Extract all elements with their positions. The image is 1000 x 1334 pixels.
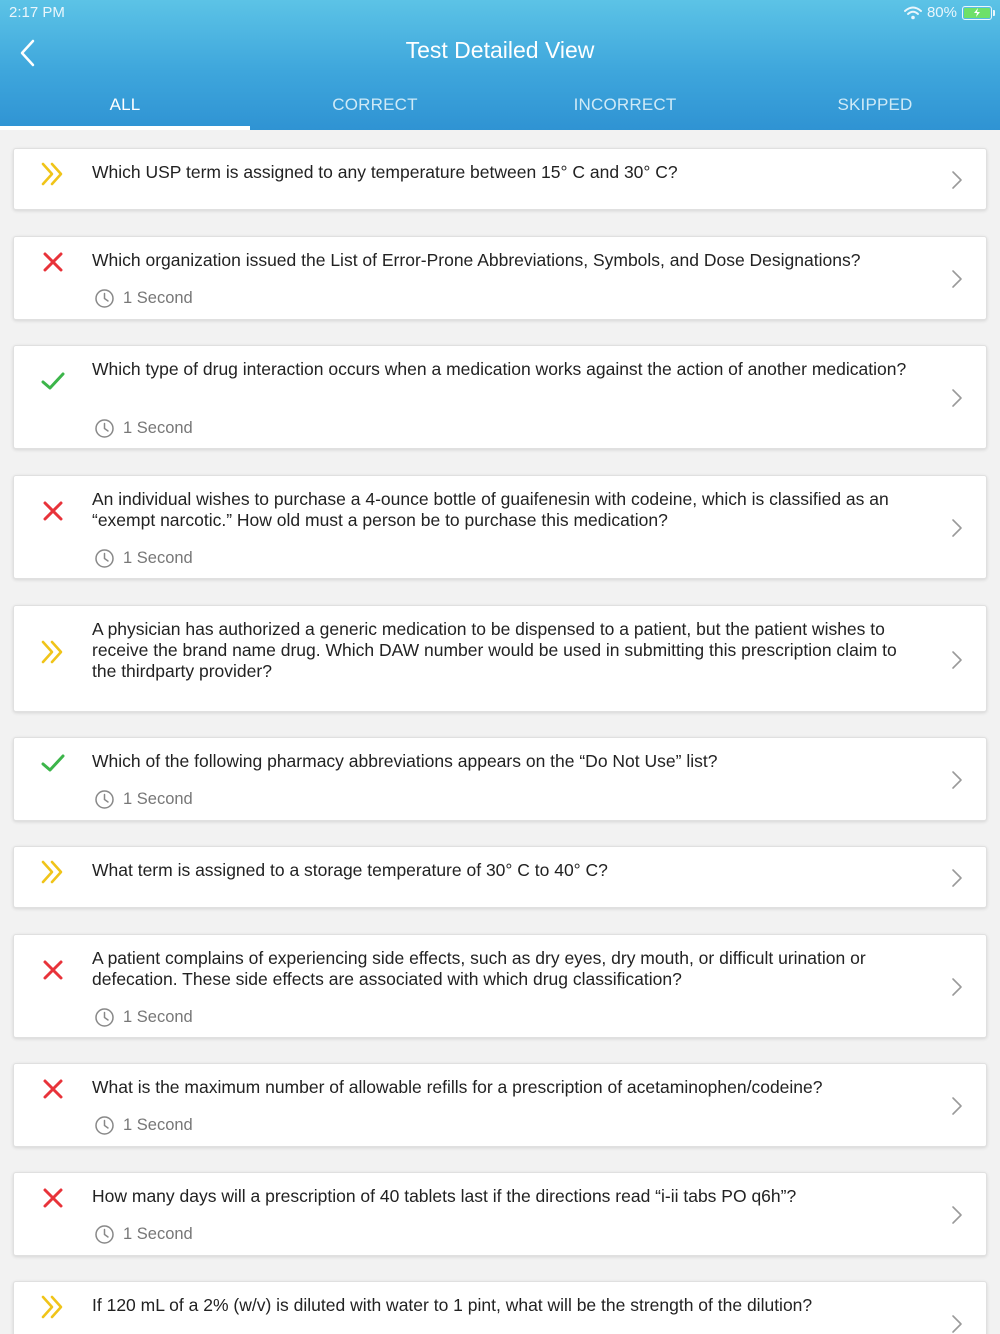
- time-label: 1 Second: [123, 419, 193, 437]
- status-indicators: [904, 4, 992, 21]
- question-card[interactable]: [13, 737, 987, 821]
- question-text: If 120 mL of a 2% (w/v) is diluted with water to 1 pint, what will be the strength of the dilution?: [92, 1295, 813, 1315]
- chevron-right-icon[interactable]: [950, 169, 964, 191]
- chevron-right-icon[interactable]: [950, 867, 964, 889]
- time-label: 1 Second: [123, 549, 193, 567]
- status-time: 2:17 PM: [9, 4, 65, 21]
- question-card[interactable]: [13, 934, 987, 1038]
- time-spent: [94, 288, 193, 309]
- wifi-icon: [904, 6, 922, 20]
- tab-all[interactable]: ALL: [0, 86, 250, 130]
- question-text: Which USP term is assigned to any temperature between 15° C and 30° C?: [92, 162, 678, 182]
- chevron-right-icon[interactable]: [950, 649, 964, 671]
- question-card[interactable]: [13, 846, 987, 908]
- question-card[interactable]: [13, 475, 987, 579]
- time-label: 1 Second: [123, 289, 193, 307]
- tab-incorrect[interactable]: INCORRECT: [573, 95, 677, 114]
- question-text: A patient complains of experiencing side effects, such as dry eyes, dry mouth, or difficult urination or defecation. These side effects are associated with which drug classification?: [92, 948, 866, 989]
- time-spent: [94, 1224, 193, 1245]
- time-label: 1 Second: [123, 1225, 193, 1243]
- question-card[interactable]: [13, 1063, 987, 1147]
- chevron-right-icon[interactable]: [950, 1313, 964, 1334]
- time-spent: [94, 548, 193, 569]
- question-text: An individual wishes to purchase a 4-ounce bottle of guaifenesin with codeine, which is classified as an “exempt narcotic.” How old must a person be to purchase this medication?: [92, 489, 889, 530]
- clock-icon: [94, 1007, 115, 1028]
- question-text: A physician has authorized a generic medication to be dispensed to a patient, but the patient wishes to receive the brand name drug. Which DAW number would be used in submitting this prescription claim to the thirdparty provider?: [92, 619, 897, 681]
- time-spent: [94, 1115, 193, 1136]
- tab-skipped[interactable]: SKIPPED: [837, 95, 913, 114]
- question-text: How many days will a prescription of 40 tablets last if the directions read “i-ii tabs PO q6h”?: [92, 1186, 797, 1206]
- chevron-right-icon[interactable]: [950, 976, 964, 998]
- tab-correct[interactable]: CORRECT: [332, 95, 418, 114]
- clock-icon: [94, 288, 115, 309]
- x-mark-icon: [40, 1076, 66, 1102]
- time-label: 1 Second: [123, 790, 193, 808]
- check-mark-icon: [40, 750, 66, 776]
- question-card[interactable]: [13, 1281, 987, 1334]
- battery-percent: 80%: [926, 4, 957, 21]
- time-spent: [94, 789, 193, 810]
- double-chevron-right-icon: [40, 639, 66, 665]
- x-mark-icon: [40, 957, 66, 983]
- question-card[interactable]: [13, 1172, 987, 1256]
- question-card[interactable]: [13, 605, 987, 712]
- double-chevron-right-icon: [40, 859, 66, 885]
- time-spent: [94, 418, 193, 439]
- chevron-right-icon[interactable]: [950, 387, 964, 409]
- chevron-right-icon[interactable]: [950, 268, 964, 290]
- x-mark-icon: [40, 1185, 66, 1211]
- x-mark-icon: [40, 249, 66, 275]
- clock-icon: [94, 1115, 115, 1136]
- question-text: What is the maximum number of allowable refills for a prescription of acetaminophen/codeine?: [92, 1077, 823, 1097]
- question-card[interactable]: [13, 148, 987, 210]
- clock-icon: [94, 418, 115, 439]
- clock-icon: [94, 548, 115, 569]
- time-label: 1 Second: [123, 1116, 193, 1134]
- battery-icon: [962, 6, 992, 20]
- chevron-right-icon[interactable]: [950, 1095, 964, 1117]
- tab-bar: [0, 86, 1000, 130]
- question-card[interactable]: [13, 236, 987, 320]
- clock-icon: [94, 789, 115, 810]
- page-title: Test Detailed View: [405, 37, 595, 63]
- chevron-right-icon[interactable]: [950, 1204, 964, 1226]
- question-card[interactable]: [13, 345, 987, 449]
- clock-icon: [94, 1224, 115, 1245]
- double-chevron-right-icon: [40, 1294, 66, 1320]
- question-text: What term is assigned to a storage temperature of 30° C to 40° C?: [92, 860, 608, 880]
- header: [0, 0, 1000, 130]
- x-mark-icon: [40, 498, 66, 524]
- question-text: Which of the following pharmacy abbreviations appears on the “Do Not Use” list?: [92, 751, 718, 771]
- check-mark-icon: [40, 368, 66, 394]
- time-label: 1 Second: [123, 1008, 193, 1026]
- chevron-right-icon[interactable]: [950, 769, 964, 791]
- double-chevron-right-icon: [40, 161, 66, 187]
- time-spent: [94, 1007, 193, 1028]
- chevron-right-icon[interactable]: [950, 517, 964, 539]
- question-text: Which organization issued the List of Error-Prone Abbreviations, Symbols, and Dose Designations?: [92, 250, 861, 270]
- question-text: Which type of drug interaction occurs when a medication works against the action of another medication?: [92, 359, 907, 379]
